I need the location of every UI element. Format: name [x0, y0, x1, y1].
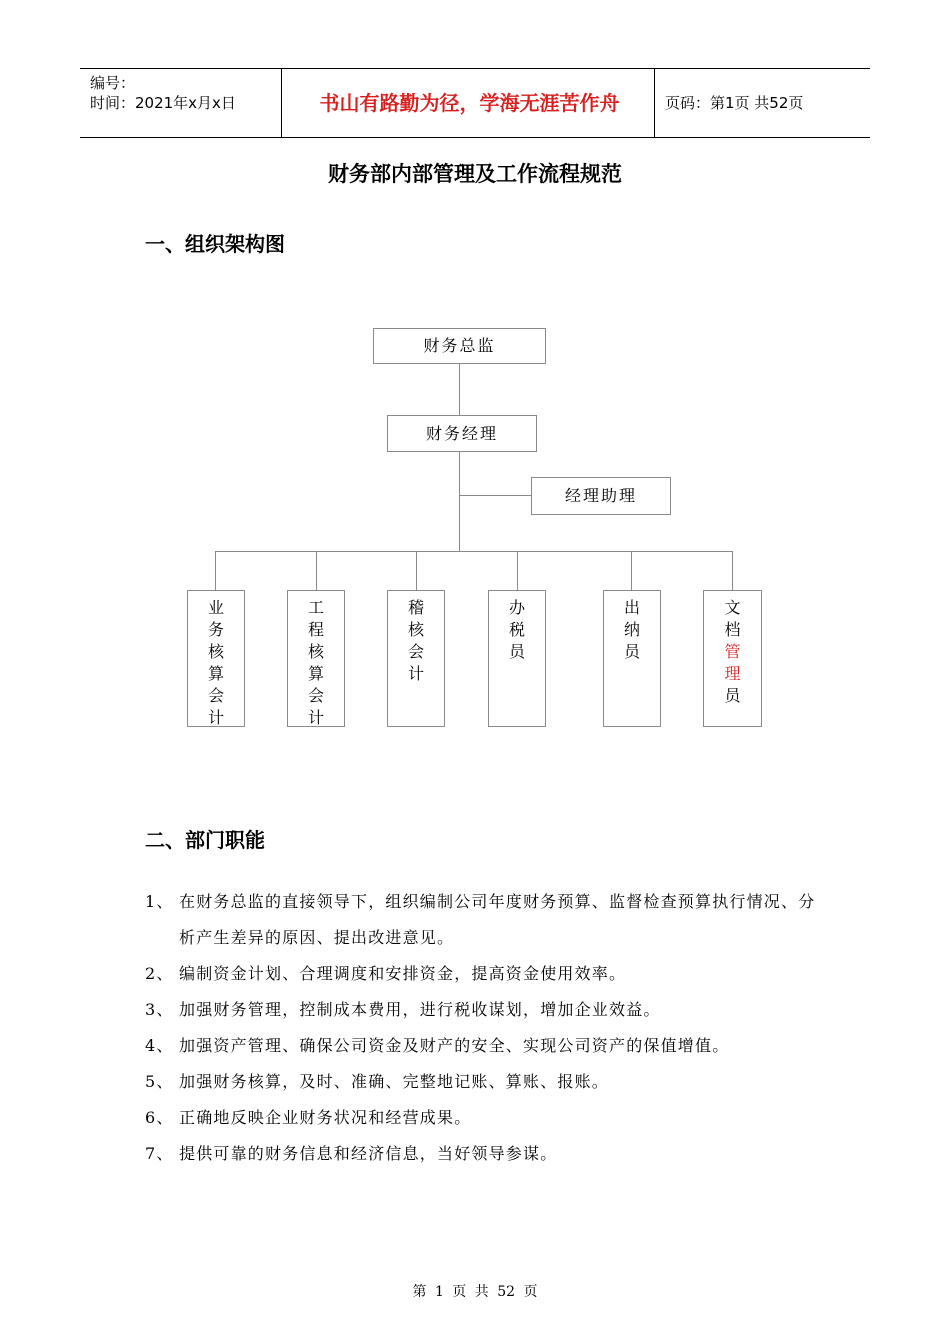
list-item-text: 加强财务核算，及时、准确、完整地记账、算账、报账。 — [179, 1072, 610, 1091]
org-box-char: 稽 — [407, 598, 424, 617]
org-box-char-highlight: 理 — [724, 664, 741, 683]
org-box-char: 算 — [307, 664, 324, 683]
document-time-label: 时间：2021年x月x日 — [90, 94, 236, 112]
connector-line — [416, 551, 417, 590]
list-item — [145, 1064, 825, 1100]
org-box-char: 文 — [724, 598, 741, 617]
header-page-code: 页码：第1页 共52页 — [665, 94, 804, 112]
list-item-text: 加强资产管理、确保公司资金及财产的安全、实现公司资产的保值增值。 — [179, 1036, 730, 1055]
org-box-char: 税 — [508, 620, 525, 639]
list-item-number: 1、 — [145, 892, 174, 911]
header-divider — [281, 69, 282, 137]
list-item — [145, 956, 825, 992]
connector-line — [459, 452, 460, 552]
department-functions-list — [145, 884, 825, 1172]
list-item — [145, 1028, 825, 1064]
org-box-char: 会 — [207, 686, 224, 705]
section-heading-department-functions: 二、部门职能 — [145, 828, 265, 852]
page-footer: 第 1 页 共 52 页 — [412, 1284, 538, 1300]
org-box-char: 计 — [407, 664, 424, 683]
org-box-char: 员 — [623, 642, 640, 661]
connector-line — [631, 551, 632, 590]
list-item-text: 编制资金计划、合理调度和安排资金，提高资金使用效率。 — [179, 964, 627, 983]
org-box-char: 计 — [207, 708, 224, 727]
list-item-number: 5、 — [145, 1072, 174, 1091]
org-box-char-highlight: 管 — [724, 642, 741, 661]
org-box-char: 出 — [623, 598, 640, 617]
section-heading-org-chart: 一、组织架构图 — [145, 232, 285, 256]
org-box-staff-3 — [488, 590, 546, 727]
list-item-text: 提供可靠的财务信息和经济信息，当好领导参谋。 — [179, 1144, 558, 1163]
org-box-char: 纳 — [623, 620, 640, 639]
connector-line — [459, 364, 460, 416]
list-item — [145, 884, 825, 956]
org-box-char: 工 — [307, 598, 324, 617]
org-box-char: 档 — [724, 620, 741, 639]
list-item-number: 3、 — [145, 1000, 174, 1019]
org-box-char: 员 — [508, 642, 525, 661]
org-box-char: 会 — [307, 686, 324, 705]
org-box-char: 核 — [407, 620, 424, 639]
connector-line — [459, 495, 532, 496]
document-number-label: 编号： — [90, 74, 136, 92]
connector-line — [215, 551, 733, 552]
document-header — [80, 68, 870, 138]
list-item — [145, 992, 825, 1028]
org-box-char: 业 — [207, 598, 224, 617]
org-box-char: 务 — [207, 620, 224, 639]
list-item-number: 7、 — [145, 1144, 174, 1163]
list-item — [145, 1100, 825, 1136]
list-item-text: 在财务总监的直接领导下，组织编制公司年度财务预算、监督检查预算执行情况、分析产生差异的原因、提出改进意见。 — [179, 892, 816, 947]
document-title: 财务部内部管理及工作流程规范 — [328, 162, 622, 186]
header-motto: 书山有路勤为径，学海无涯苦作舟 — [319, 91, 620, 115]
org-box-char: 计 — [307, 708, 324, 727]
org-box-char: 算 — [207, 664, 224, 683]
header-meta — [90, 73, 236, 113]
list-item-text: 加强财务管理，控制成本费用，进行税收谋划，增加企业效益。 — [179, 1000, 661, 1019]
org-box-staff-4 — [603, 590, 661, 727]
connector-line — [732, 551, 733, 590]
org-box-char: 核 — [307, 642, 324, 661]
org-box-director: 财务总监 — [373, 328, 546, 364]
org-box-char: 会 — [407, 642, 424, 661]
list-item-number: 4、 — [145, 1036, 174, 1055]
connector-line — [316, 551, 317, 590]
org-box-staff-2 — [387, 590, 445, 727]
org-box-char: 员 — [724, 686, 741, 705]
org-box-char: 核 — [207, 642, 224, 661]
org-box-char: 办 — [508, 598, 525, 617]
org-box-staff-1 — [287, 590, 345, 727]
connector-line — [517, 551, 518, 590]
list-item-number: 6、 — [145, 1108, 174, 1127]
org-box-staff-5 — [703, 590, 762, 727]
org-box-staff-0 — [187, 590, 245, 727]
org-box-assistant: 经理助理 — [531, 477, 671, 515]
org-box-char: 程 — [307, 620, 324, 639]
connector-line — [215, 551, 216, 590]
list-item-text: 正确地反映企业财务状况和经营成果。 — [179, 1108, 472, 1127]
list-item — [145, 1136, 825, 1172]
list-item-number: 2、 — [145, 964, 174, 983]
org-box-manager: 财务经理 — [387, 415, 537, 452]
